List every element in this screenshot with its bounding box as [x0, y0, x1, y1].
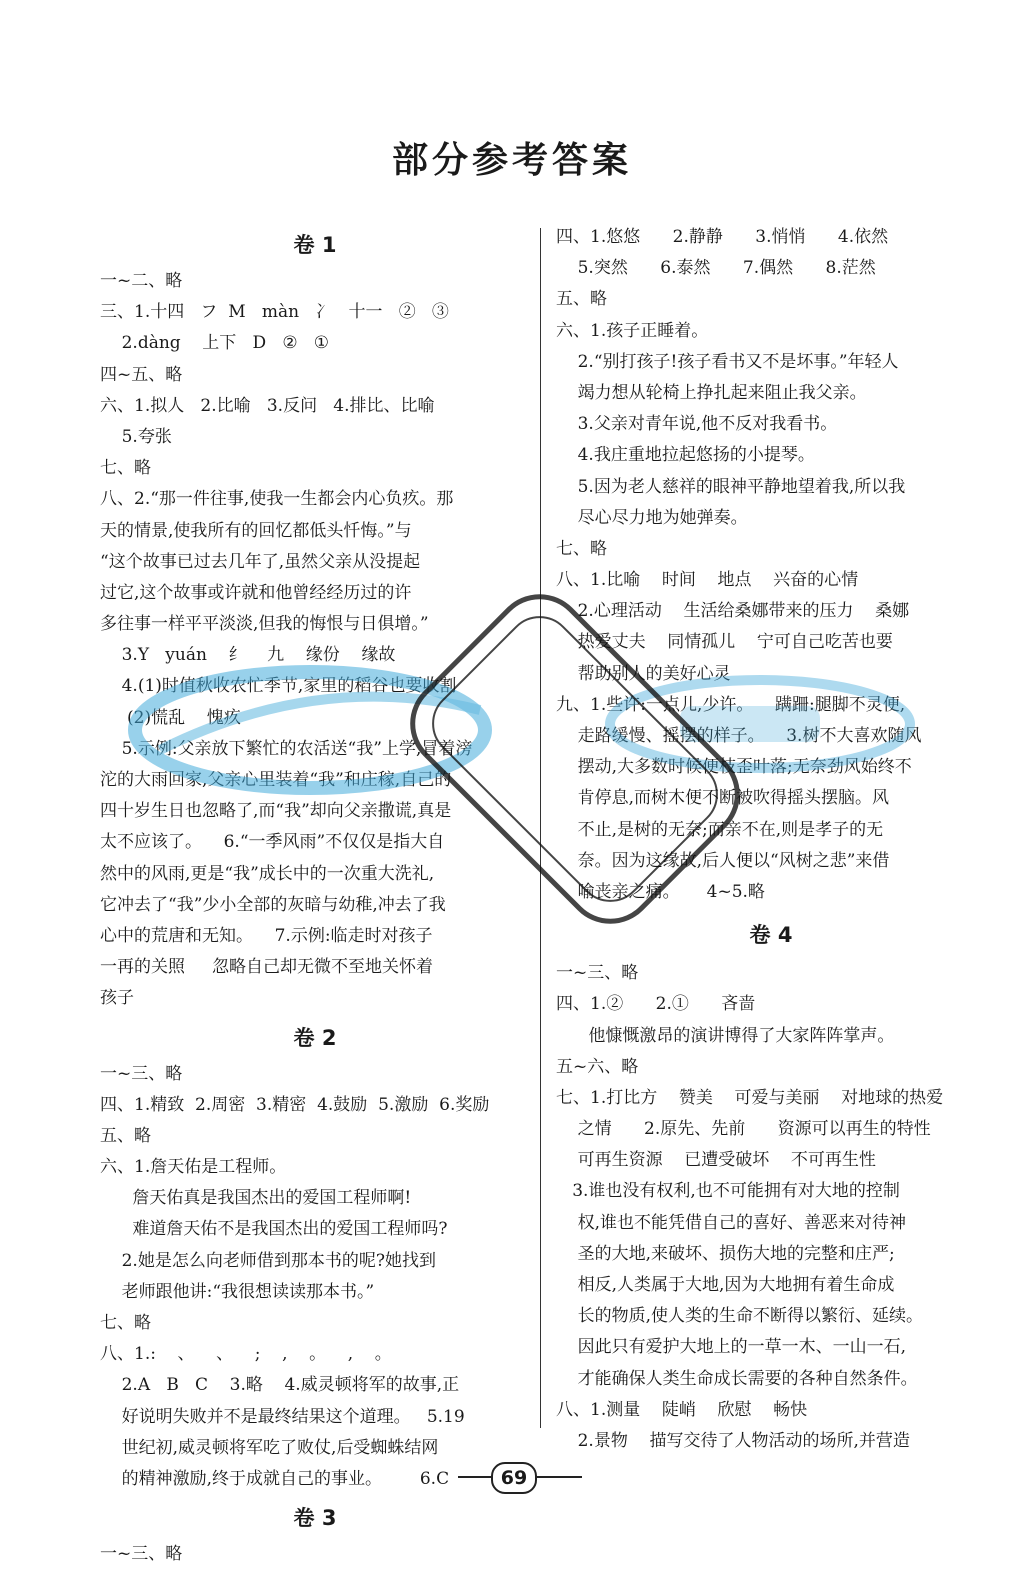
answer-line: 他慷慨激昂的演讲博得了大家阵阵掌声。 — [556, 1025, 895, 1046]
section-heading: 卷 4 — [749, 923, 793, 948]
answer-line: 五、略 — [100, 1125, 151, 1146]
answer-line: 一~三、略 — [100, 1063, 183, 1084]
footer-rule-right — [530, 1476, 582, 1478]
answer-line: 竭力想从轮椅上挣扎起来阻止我父亲。 — [556, 382, 867, 403]
answer-line: 四十岁生日也忽略了,而“我”却向父亲撒谎,真是 — [100, 801, 452, 822]
answer-line: 六、1.孩子正睡着。 — [556, 320, 709, 341]
answer-line: 热爱丈夫 同情孤儿 宁可自己吃苦也要 — [556, 632, 893, 653]
answer-line: 七、1.打比方 赞美 可爱与美丽 对地球的热爱 — [556, 1087, 944, 1108]
answer-line: 四~五、略 — [100, 364, 183, 385]
section-heading: 卷 1 — [293, 233, 337, 257]
answer-line: 世纪初,威灵顿将军吃了败仗,后受蜘蛛结网 — [100, 1437, 439, 1458]
answer-line: 八、1.测量 陡峭 欣慰 畅快 — [556, 1399, 808, 1420]
answer-line: 因此只有爱护大地上的一草一木、一山一石, — [556, 1337, 907, 1358]
answer-line: 之情 2.原先、先前 资源可以再生的特性 — [556, 1119, 931, 1140]
answer-line: 一再的关照 忽略自己却无微不至地关怀着 — [100, 957, 434, 978]
answer-line: (2)慌乱 愧疚 — [100, 707, 241, 728]
answer-line: 3.谁也没有权利,也不可能拥有对大地的控制 — [556, 1181, 900, 1202]
answer-line: 尽心尽力地为她弹奏。 — [556, 507, 748, 528]
answer-line: 它冲去了“我”少小全部的灰暗与幼稚,冲去了我 — [100, 894, 446, 915]
answer-line: 八、1.比喻 时间 地点 兴奋的心情 — [556, 570, 859, 591]
answer-line: 詹天佑真是我国杰出的爱国工程师啊! — [100, 1188, 412, 1209]
answer-line: 过它,这个故事或许就和他曾经经历过的许 — [100, 582, 412, 603]
answer-line: 五~六、略 — [556, 1056, 639, 1077]
answer-line: 5.夸张 — [100, 426, 172, 447]
answer-line: 2.dàng 上下 D ② ① — [100, 333, 330, 354]
answer-line: 2.景物 描写交待了人物活动的场所,并营造 — [556, 1430, 910, 1451]
answer-line: 相反,人类属于大地,因为大地拥有着生命成 — [556, 1275, 895, 1295]
answer-line: 权,谁也不能凭借自己的喜好、善恶来对待神 — [556, 1212, 907, 1233]
answer-line: 2.心理活动 生活给桑娜带来的压力 桑娜 — [556, 601, 910, 622]
answer-line: 八、2.“那一件往事,使我一生都会内心负疚。那 — [100, 489, 454, 510]
answer-line: 不止,是树的无奈;而亲不在,则是孝子的无 — [556, 819, 884, 840]
answer-line: 七、略 — [100, 458, 151, 479]
answer-line: “这个故事已过去几年了,虽然父亲从没提起 — [100, 551, 421, 572]
answer-line: 九、1.些许:一点儿,少许。 蹒跚:腿脚不灵便, — [556, 694, 906, 715]
answer-column-left — [100, 222, 530, 1570]
answer-line: 5.突然 6.泰然 7.偶然 8.茫然 — [556, 258, 876, 279]
answer-line: 六、1.詹天佑是工程师。 — [100, 1157, 287, 1178]
answer-line: 帮助别人的美好心灵 — [556, 663, 731, 684]
answer-line: 四、1.② 2.① 吝啬 — [556, 994, 756, 1015]
answer-line: 喻丧亲之痛。 4~5.略 — [556, 881, 765, 902]
section-heading: 卷 3 — [293, 1506, 337, 1531]
answer-line: 孩子 — [100, 988, 134, 1009]
page-number: 69 — [491, 1462, 537, 1494]
answer-line: 一~二、略 — [100, 271, 183, 291]
answer-line: 七、略 — [556, 538, 607, 559]
answer-line: 长的物质,使人类的生命不断得以繁衍、延续。 — [556, 1306, 924, 1327]
answer-line: 三、1.十四 フ M màn 冫 十一 ② ③ — [100, 302, 449, 323]
answer-line: 5.因为老人慈祥的眼神平静地望着我,所以我 — [556, 476, 906, 497]
answer-line: 多往事一样平平淡淡,但我的悔恨与日俱增。” — [100, 614, 429, 635]
answer-line: 四、1.悠悠 2.静静 3.悄悄 4.依然 — [556, 227, 889, 247]
answer-line: 5.示例:父亲放下繁忙的农活送“我”上学,冒着滂 — [100, 738, 473, 759]
answer-line: 才能确保人类生命成长需要的各种自然条件。 — [556, 1368, 918, 1389]
answer-line: 可再生资源 已遭受破坏 不可再生性 — [556, 1150, 876, 1171]
answer-line: 肯停息,而树木便不断被吹得摇头摆脑。风 — [556, 788, 890, 809]
answer-line: 五、略 — [556, 289, 607, 310]
answer-line: 七、略 — [100, 1313, 151, 1333]
answer-line: 的精神激励,终于成就自己的事业。 6.C — [100, 1468, 450, 1489]
answer-line: 4.(1)时值秋收农忙季节,家里的稻谷也要收割 — [100, 676, 457, 697]
answer-line: 心中的荒唐和无知。 7.示例:临走时对孩子 — [100, 925, 433, 946]
answer-line: 老师跟他讲:“我很想读读那本书。” — [100, 1281, 375, 1302]
answer-line: 奈。因为这缘故,后人便以“风树之悲”来借 — [556, 850, 890, 871]
answer-line: 四、1.精致 2.周密 3.精密 4.鼓励 5.激励 6.奖励 — [100, 1094, 490, 1115]
answer-line: 4.我庄重地拉起悠扬的小提琴。 — [556, 445, 815, 466]
answer-line: 3.Y yuán 纟 九 缘份 缘故 — [100, 645, 396, 666]
answer-line: 然中的风雨,更是“我”成长中的一次重大洗礼, — [100, 863, 435, 884]
answer-line: 太不应该了。 6.“一季风雨”不仅仅是指大自 — [100, 832, 445, 853]
answer-line: 2.“别打孩子!孩子看书又不是坏事。”年轻人 — [556, 351, 899, 372]
answer-line: 2.A B C 3.略 4.威灵顿将军的故事,正 — [100, 1375, 460, 1396]
answer-line: 难道詹天佑不是我国杰出的爱国工程师吗? — [100, 1219, 448, 1240]
answer-line: 3.父亲对青年说,他不反对我看书。 — [556, 414, 838, 435]
answer-line: 沱的大雨回家,父亲心里装着“我”和庄稼,自己的 — [100, 770, 452, 790]
page-title: 部分参考答案 — [391, 140, 632, 181]
column-divider — [540, 228, 541, 1428]
answer-column-right — [556, 222, 986, 1457]
answer-line: 八、1.: 、 、 ; , 。 , 。 — [100, 1344, 392, 1365]
answer-line: 摆动,大多数时候便枝歪叶落;无奈劲风始终不 — [556, 757, 912, 778]
section-heading: 卷 2 — [293, 1025, 337, 1050]
answer-line: 好说明失败并不是最终结果这个道理。 5.19 — [100, 1406, 465, 1427]
answer-line: 一~三、略 — [556, 963, 639, 984]
answer-line: 天的情景,使我所有的回忆都低头忏悔。”与 — [100, 520, 412, 541]
answer-line: 走路缓慢、摇摆的样子。 3.树不大喜欢随风 — [556, 726, 922, 746]
page-footer — [0, 1462, 1024, 1492]
answer-line: 六、1.拟人 2.比喻 3.反问 4.排比、比喻 — [100, 395, 435, 416]
answer-line: 2.她是怎么向老师借到那本书的呢?她找到 — [100, 1250, 436, 1271]
answer-line: 一~三、略 — [100, 1544, 183, 1565]
answer-line: 圣的大地,来破坏、损伤大地的完整和庄严; — [556, 1243, 895, 1264]
